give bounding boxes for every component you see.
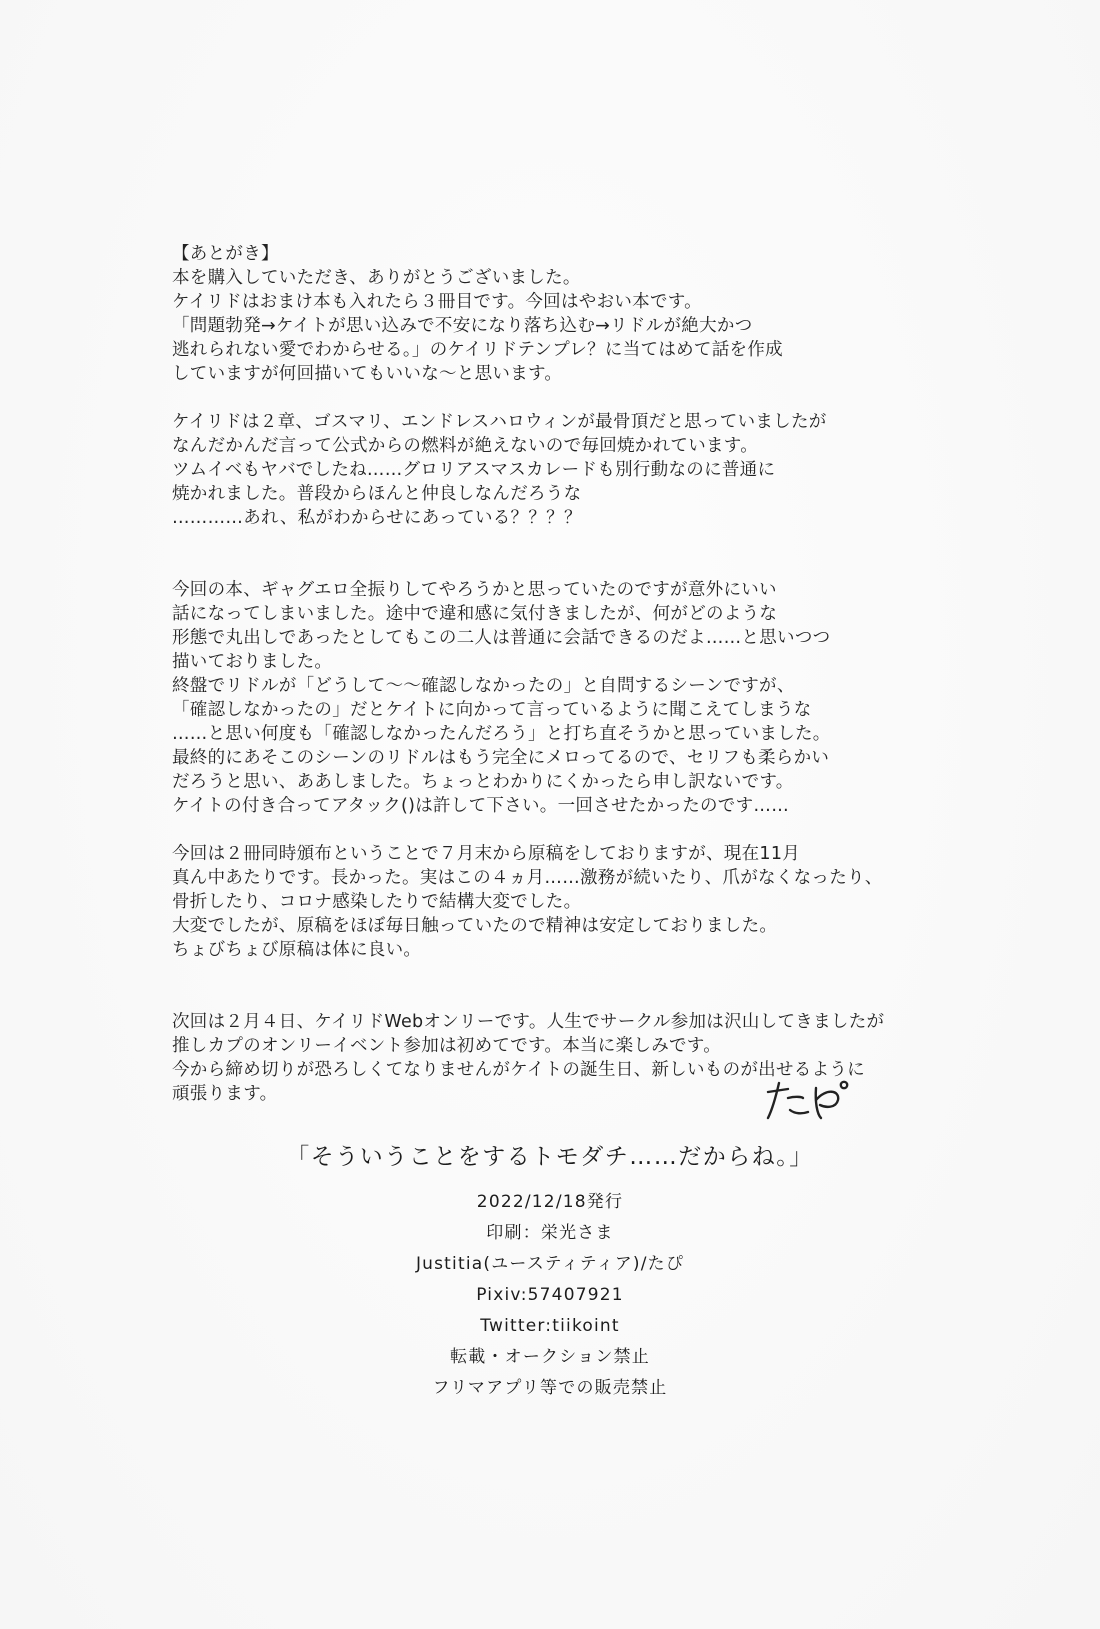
text-line: ケイトの付き合ってアタック()は許して下さい。一回させたかったのです……: [172, 796, 790, 816]
text-line: ツムイベもヤバでしたね……グロリアスマスカレードも別行動なのに普通に: [172, 460, 776, 480]
handwritten-signature: [762, 1078, 852, 1122]
text-line: …………あれ、私がわからせにあっている？？？？: [172, 508, 582, 528]
text-line: 焼かれました。普段からほんと仲良しなんだろうな: [172, 484, 582, 504]
text-line: 「確認しなかったの」だとケイトに向かって言っているように聞こえてしまうな: [172, 700, 812, 720]
circle-author: Justitia(ユースティティア)/たぴ: [415, 1254, 685, 1274]
paragraph-4: [172, 842, 1012, 962]
book-title: 「そういうことをするトモダチ……だからね。」: [286, 1144, 814, 1170]
text-line: 頑張ります。: [172, 1084, 278, 1104]
paragraph-5: [172, 1010, 1012, 1106]
paragraph-2: [172, 410, 1012, 530]
text-line: 話になってしまいました。途中で違和感に気付きましたが、何がどのような: [172, 604, 778, 624]
text-line: 今回は２冊同時頒布ということで７月末から原稿をしておりますが、現在11月: [172, 844, 801, 864]
text-line: 形態で丸出しであったとしてもこの二人は普通に会話できるのだよ……と思いつつ: [172, 628, 831, 648]
text-line: 次回は２月４日、ケイリドWebオンリーです。人生でサークル参加は沢山してきましたが: [172, 1012, 885, 1032]
reprint-notice: 転載・オークション禁止: [450, 1347, 650, 1367]
text-line: 逃れられない愛でわからせる。」のケイリドテンプレ？に当てはめて話を作成: [172, 340, 783, 360]
text-line: 真ん中あたりです。長かった。実はこの４ヵ月……激務が続いたり、爪がなくなったり、: [172, 868, 883, 888]
paragraph-3: [172, 578, 1012, 818]
text-line: だろうと思い、ああしました。ちょっとわかりにくかったら申し訳ないです。: [172, 772, 794, 792]
text-line: ケイリドは２章、ゴスマリ、エンドレスハロウィンが最骨頂だと思っていましたが: [172, 412, 827, 432]
colophon: [0, 1138, 1100, 1404]
afterword-heading: 【あとがき】: [172, 244, 279, 264]
text-line: 「問題勃発→ケイトが思い込みで不安になり落ち込む→リドルが絶大かつ: [172, 316, 753, 336]
text-line: 終盤でリドルが「どうして〜〜確認しなかったの」と自問するシーンですが、: [172, 676, 795, 696]
text-line: していますが何回描いてもいいな〜と思います。: [172, 364, 563, 384]
text-line: 今から締め切りが恐ろしくてなりませんがケイトの誕生日、新しいものが出せるように: [172, 1060, 865, 1080]
twitter-handle: Twitter:tiikoint: [480, 1316, 620, 1336]
text-line: ちょびちょび原稿は体に良い。: [172, 940, 422, 960]
text-line: 最終的にあそこのシーンのリドルはもう完全にメロってるので、セリフも柔らかい: [172, 748, 830, 768]
publish-date: 2022/12/18発行: [476, 1192, 624, 1212]
afterword: [172, 242, 1012, 1106]
paragraph-1: [172, 266, 1012, 386]
text-line: 本を購入していただき、ありがとうございました。: [172, 268, 581, 288]
printer: 印刷：栄光さま: [486, 1223, 614, 1243]
text-line: 推しカプのオンリーイベント参加は初めてです。本当に楽しみです。: [172, 1036, 721, 1056]
text-line: ケイリドはおまけ本も入れたら３冊目です。今回はやおい本です。: [172, 292, 702, 312]
pixiv-id: Pixiv:57407921: [476, 1285, 624, 1305]
text-line: 描いておりました。: [172, 652, 333, 672]
resale-notice: フリマアプリ等での販売禁止: [432, 1378, 668, 1398]
text-line: なんだかんだ言って公式からの燃料が絶えないので毎回焼かれています。: [172, 436, 758, 456]
text-line: 今回の本、ギャグエロ全振りしてやろうかと思っていたのですが意外にいい: [172, 580, 777, 600]
text-line: 骨折したり、コロナ感染したりで結構大変でした。: [172, 892, 582, 912]
text-line: ……と思い何度も「確認しなかったんだろう」と打ち直そうかと思っていました。: [172, 724, 831, 744]
text-line: 大変でしたが、原稿をほぼ毎日触っていたので精神は安定しておりました。: [172, 916, 778, 936]
